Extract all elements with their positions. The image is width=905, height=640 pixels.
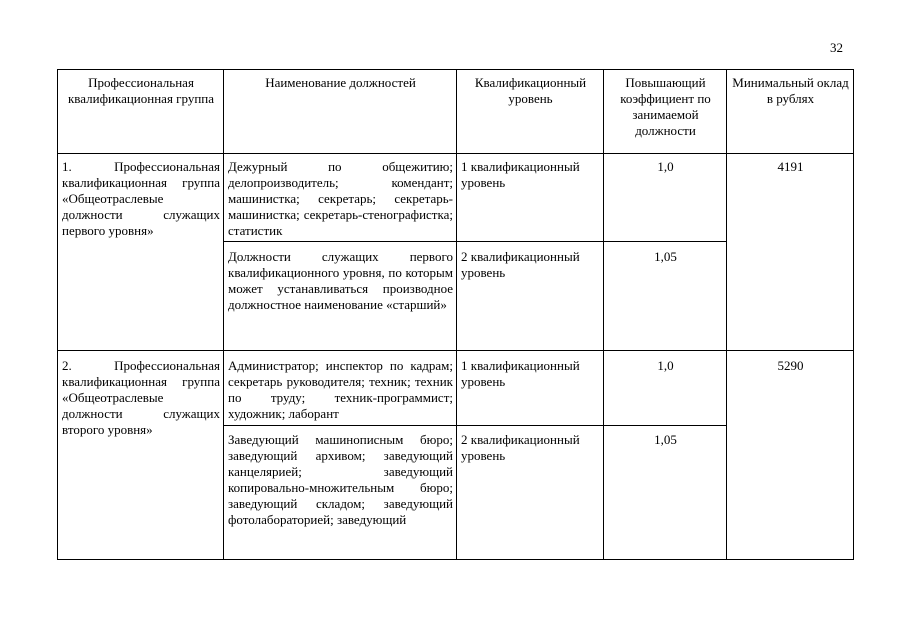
table-header-row (58, 70, 854, 154)
header-coefficient: Повышающий коэффициент по занимаемой должности (604, 70, 727, 154)
salary-table (57, 69, 854, 560)
coefficient-cell: 1,05 (604, 242, 727, 351)
level-cell: 2 квалификационный уровень (457, 242, 604, 351)
group-title: 2. Профессиональная квалификационная группа «Общеотраслевые должности служащих второго уровня» (58, 351, 224, 560)
level-cell: 1 квалификационный уровень (457, 351, 604, 426)
coefficient-cell: 1,0 (604, 351, 727, 426)
positions-cell: Заведующий машинописным бюро; заведующий архивом; заведующий канцелярией; заведующий копировально-множительным бюро; заведующий складом; заведующий фотолабораторией; заведующий (224, 426, 457, 560)
header-positions: Наименование должностей (224, 70, 457, 154)
coefficient-cell: 1,0 (604, 154, 727, 242)
table-row (58, 154, 854, 242)
table-row (58, 351, 854, 426)
header-level: Квалификационный уровень (457, 70, 604, 154)
group-title: 1. Профессиональная квалификационная группа «Общеотраслевые должности служащих первого уровня» (58, 154, 224, 351)
level-cell: 2 квалификационный уровень (457, 426, 604, 560)
header-salary: Минимальный оклад в рублях (727, 70, 854, 154)
positions-cell: Администратор; инспектор по кадрам; секретарь руководителя; техник; техник по труду; техник-программист; художник; лаборант (224, 351, 457, 426)
header-group: Профессиональная квалификационная группа (58, 70, 224, 154)
coefficient-cell: 1,05 (604, 426, 727, 560)
salary-cell: 5290 (727, 351, 854, 560)
salary-cell: 4191 (727, 154, 854, 351)
level-cell: 1 квалификационный уровень (457, 154, 604, 242)
page-number: 32 (830, 40, 843, 55)
positions-cell: Должности служащих первого квалификационного уровня, по которым может устанавливаться производное должностное наименование «старший» (224, 242, 457, 351)
positions-cell: Дежурный по общежитию; делопроизводитель; комендант; машинистка; секретарь; секретарь-машинистка; секретарь-стенографистка; статистик (224, 154, 457, 242)
